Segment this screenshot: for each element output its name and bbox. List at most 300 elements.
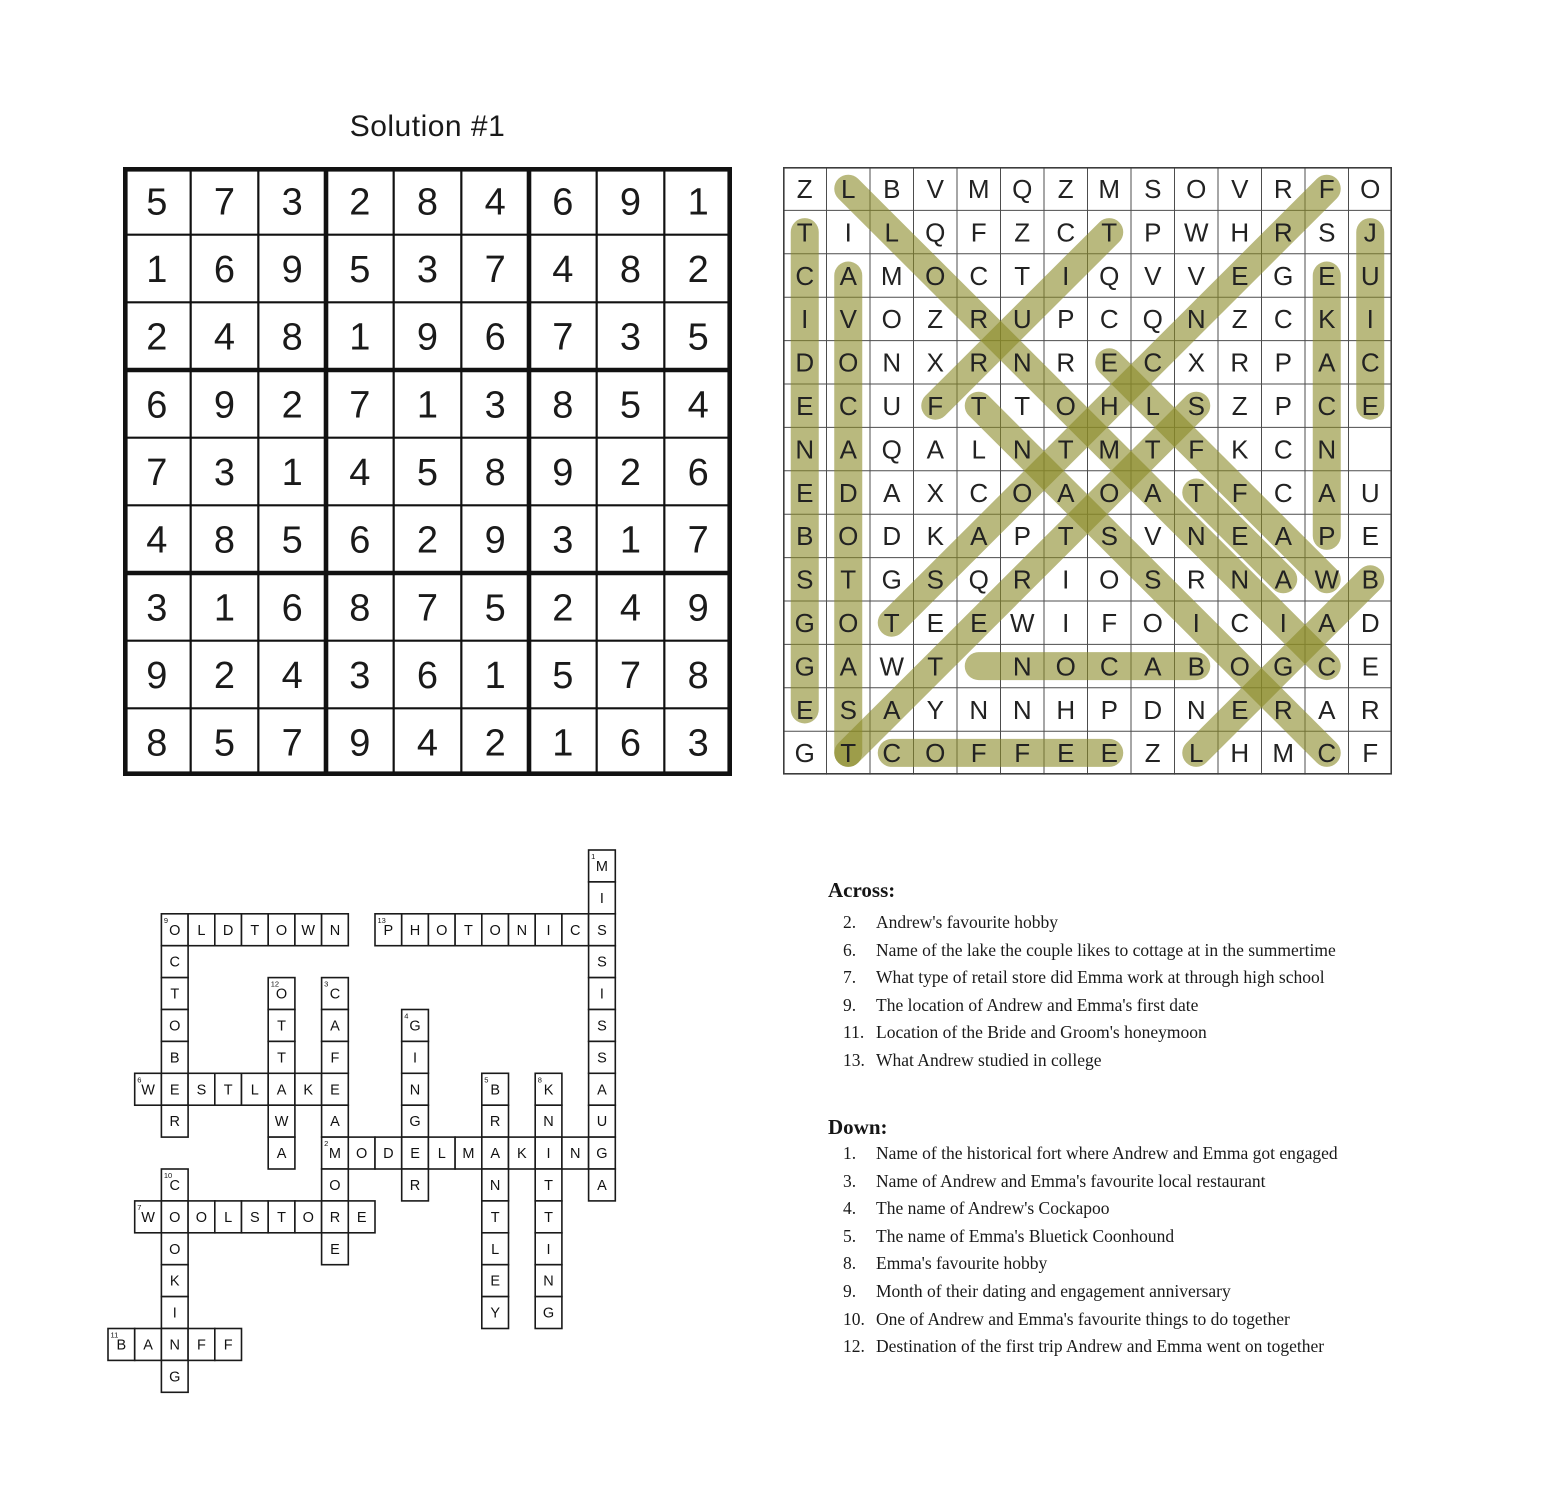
clue-text: Andrew's favourite hobby xyxy=(876,912,1058,932)
crossword-letter: I xyxy=(413,1050,418,1067)
sudoku-cell-value: 3 xyxy=(416,249,439,291)
crossword-letter: S xyxy=(250,1209,260,1226)
ws-letter: T xyxy=(1057,434,1074,465)
sudoku-cell-value: 7 xyxy=(484,249,506,291)
down-heading: Down: xyxy=(828,1115,888,1139)
clue-number: 11. xyxy=(843,1022,865,1043)
ws-letter: O xyxy=(925,738,946,769)
ws-letter: E xyxy=(1231,694,1249,725)
sudoku-cell-value: 6 xyxy=(349,519,371,562)
crossword-letter: O xyxy=(275,922,288,939)
ws-letter: Y xyxy=(926,694,944,725)
sudoku-cell-value: 7 xyxy=(687,519,709,562)
crossword-letter: G xyxy=(596,1146,608,1163)
ws-letter: R xyxy=(1230,347,1250,378)
ws-letter: L xyxy=(884,217,899,248)
ws-letter: A xyxy=(1318,608,1336,638)
crossword-letter: B xyxy=(490,1082,500,1099)
ws-letter: B xyxy=(1361,564,1379,595)
crossword-letter: A xyxy=(597,1177,607,1194)
ws-letter: F xyxy=(1362,738,1379,769)
ws-letter: B xyxy=(1187,651,1205,682)
ws-letter: I xyxy=(844,217,852,248)
sudoku-cell-value: 8 xyxy=(484,452,506,494)
ws-letter: U xyxy=(1360,477,1380,508)
clue-item xyxy=(843,1278,1503,1306)
ws-letter: O xyxy=(838,521,859,552)
ws-letter: P xyxy=(1318,521,1336,552)
ws-letter: R xyxy=(1056,347,1076,378)
ws-letter: C xyxy=(969,477,989,508)
ws-letter: C xyxy=(1317,651,1337,682)
ws-letter: U xyxy=(1012,304,1032,335)
ws-letter: O xyxy=(838,347,859,378)
sudoku-cell-value: 3 xyxy=(687,722,709,765)
ws-letter: F xyxy=(927,391,944,421)
ws-letter: C xyxy=(1360,347,1380,378)
crossword-letter: O xyxy=(169,1241,181,1258)
sudoku-cell-value: 2 xyxy=(213,655,236,697)
crossword-letter: O xyxy=(436,922,448,939)
crossword-number: 2 xyxy=(324,1139,329,1149)
crossword-letter: L xyxy=(491,1241,500,1258)
clue-item xyxy=(843,909,1503,937)
ws-letter: K xyxy=(1318,304,1336,335)
sudoku-cell-value: 4 xyxy=(146,519,168,562)
crossword-letter: N xyxy=(543,1114,554,1131)
crossword-letter: N xyxy=(516,922,528,939)
ws-letter: G xyxy=(794,651,815,682)
ws-letter: S xyxy=(1318,217,1336,248)
ws-letter: C xyxy=(1317,738,1337,769)
ws-letter: A xyxy=(1144,651,1162,682)
ws-letter: C xyxy=(1230,608,1250,638)
sudoku-cell-value: 1 xyxy=(484,655,506,697)
sudoku-cell-value: 9 xyxy=(619,181,642,224)
sudoku-cell-value: 9 xyxy=(416,316,439,359)
crossword-letter: K xyxy=(303,1082,314,1099)
ws-letter: E xyxy=(1231,260,1249,291)
ws-letter: N xyxy=(1317,434,1337,465)
ws-letter: R xyxy=(1012,564,1032,595)
crossword-letter: R xyxy=(169,1114,180,1131)
sudoku-cell-value: 7 xyxy=(281,722,303,765)
ws-letter: N xyxy=(1186,521,1206,552)
crossword-letter: K xyxy=(543,1082,554,1099)
ws-letter: N xyxy=(795,434,815,465)
crossword-letter: T xyxy=(170,986,180,1003)
ws-letter: B xyxy=(796,521,814,552)
crossword-letter: R xyxy=(329,1209,341,1226)
ws-letter: Z xyxy=(1014,217,1031,248)
ws-letter: W xyxy=(1009,608,1035,638)
ws-letter: B xyxy=(883,174,901,204)
crossword-letter: A xyxy=(143,1337,153,1354)
ws-letter: P xyxy=(1144,217,1162,248)
ws-letter: N xyxy=(1186,304,1206,335)
ws-letter: O xyxy=(1360,174,1381,204)
crossword-letter: T xyxy=(223,1082,233,1099)
sudoku-cell-value: 1 xyxy=(146,249,168,291)
sudoku-cell-value: 5 xyxy=(416,452,439,494)
clue-item xyxy=(843,1168,1503,1196)
ws-letter: I xyxy=(801,304,809,335)
ws-letter: R xyxy=(969,304,989,335)
ws-letter: Q xyxy=(1142,304,1163,335)
ws-letter: T xyxy=(1014,260,1031,291)
ws-letter: A xyxy=(839,651,857,682)
crossword-letter: N xyxy=(169,1337,180,1354)
ws-letter: F xyxy=(1188,434,1205,465)
ws-letter: W xyxy=(1314,564,1340,595)
ws-letter: O xyxy=(1055,391,1076,421)
sudoku-cell-value: 5 xyxy=(552,655,574,697)
crossword-letter: I xyxy=(546,1241,551,1258)
sudoku-cell-value: 9 xyxy=(687,587,709,630)
across-clue-list xyxy=(843,909,1503,1075)
crossword-letter: G xyxy=(542,1305,555,1322)
crossword-letter: Y xyxy=(490,1305,500,1322)
crossword-letter: A xyxy=(330,1114,340,1131)
sudoku-cell-value: 5 xyxy=(146,181,168,224)
ws-letter: C xyxy=(969,260,989,291)
ws-letter: T xyxy=(1057,521,1074,552)
ws-letter: L xyxy=(841,174,856,204)
sudoku-cell-value: 2 xyxy=(687,249,709,291)
crossword-letter: W xyxy=(141,1209,155,1226)
ws-letter: A xyxy=(970,521,988,552)
sudoku-cell-value: 1 xyxy=(687,181,709,224)
ws-letter: O xyxy=(838,608,859,638)
clue-number: 10. xyxy=(843,1308,865,1329)
ws-letter: S xyxy=(839,694,857,725)
crossword-letter: W xyxy=(274,1114,289,1131)
crossword-letter: E xyxy=(410,1146,420,1163)
sudoku-cell-value: 1 xyxy=(552,722,574,765)
crossword-letter: B xyxy=(169,1050,180,1067)
ws-letter: O xyxy=(1099,564,1120,595)
ws-letter: L xyxy=(1189,738,1204,769)
crossword-letter: R xyxy=(409,1177,421,1194)
ws-letter: H xyxy=(1099,391,1119,421)
crossword-letter: T xyxy=(277,1050,286,1067)
sudoku-cell-value: 7 xyxy=(552,316,574,359)
sudoku-cell-value: 2 xyxy=(146,316,168,359)
crossword-letter: S xyxy=(196,1082,207,1099)
crossword-letter: A xyxy=(490,1146,500,1163)
ws-letter: A xyxy=(839,434,857,465)
ws-letter: F xyxy=(1101,608,1118,638)
ws-letter: D xyxy=(795,347,815,378)
crossword-letter: A xyxy=(330,1018,340,1035)
ws-letter: M xyxy=(880,260,903,291)
ws-letter: P xyxy=(1100,694,1118,725)
sudoku-cell-value: 6 xyxy=(213,249,236,291)
sudoku-cell-value: 6 xyxy=(619,722,642,765)
ws-letter: J xyxy=(1363,217,1377,248)
sudoku-cell-value: 3 xyxy=(281,181,303,224)
clue-number: 12. xyxy=(843,1336,865,1357)
crossword-letter: M xyxy=(462,1146,475,1163)
ws-letter: C xyxy=(838,391,858,421)
ws-letter: E xyxy=(970,608,988,638)
ws-letter: A xyxy=(1057,477,1075,508)
ws-letter: T xyxy=(1144,434,1161,465)
ws-letter: S xyxy=(796,564,814,595)
ws-letter: N xyxy=(969,694,989,725)
clue-item xyxy=(843,1333,1503,1361)
sudoku-cell-value: 7 xyxy=(349,384,371,427)
crossword-letter: E xyxy=(490,1273,500,1290)
ws-letter: T xyxy=(1188,477,1205,508)
ws-letter: C xyxy=(882,738,902,769)
ws-letter: T xyxy=(970,391,987,421)
crossword-letter: S xyxy=(597,922,607,939)
crossword-letter: F xyxy=(223,1337,233,1354)
ws-letter: E xyxy=(926,608,944,638)
ws-letter: P xyxy=(1057,304,1075,335)
sudoku-cell-value: 8 xyxy=(619,249,642,291)
crossword-letter: R xyxy=(489,1114,501,1131)
sudoku-cell-value: 9 xyxy=(146,655,168,697)
crossword-letter: L xyxy=(224,1209,233,1226)
ws-letter: Z xyxy=(1231,304,1248,335)
crossword-number: 10 xyxy=(163,1171,173,1180)
sudoku-cell-value: 4 xyxy=(552,249,574,291)
ws-letter: O xyxy=(881,304,902,335)
ws-letter: U xyxy=(882,391,902,421)
sudoku-cell-value: 8 xyxy=(146,722,168,765)
clue-text: What Andrew studied in college xyxy=(876,1049,1102,1070)
ws-letter: C xyxy=(795,260,815,291)
ws-letter: G xyxy=(881,564,902,595)
ws-letter: W xyxy=(879,651,905,682)
sudoku-cell-value: 2 xyxy=(349,181,371,224)
ws-letter: F xyxy=(1014,738,1031,769)
ws-letter: V xyxy=(1144,521,1162,552)
ws-letter: M xyxy=(1098,174,1121,204)
sudoku-cell-value: 1 xyxy=(416,384,439,427)
ws-letter: D xyxy=(1360,608,1380,638)
clue-text: Location of the Bride and Groom's honeymoon xyxy=(876,1022,1207,1043)
sudoku-cell-value: 4 xyxy=(619,587,642,630)
sudoku-cell-value: 3 xyxy=(349,655,371,697)
clue-item xyxy=(843,937,1503,965)
sudoku-cell-value: 1 xyxy=(619,519,642,562)
down-clue-list xyxy=(843,1140,1503,1361)
ws-letter: A xyxy=(839,260,857,291)
clue-text: Name of Andrew and Emma's favourite local restaurant xyxy=(876,1170,1266,1191)
clue-text: Destination of the first trip Andrew and Emma went on together xyxy=(876,1336,1325,1357)
crossword-letter: P xyxy=(383,922,394,939)
sudoku-cell-value: 4 xyxy=(687,384,709,427)
ws-letter: E xyxy=(796,694,814,725)
sudoku-cell-value: 8 xyxy=(213,519,236,562)
ws-letter: T xyxy=(1101,217,1118,248)
clue-number: 4. xyxy=(843,1198,857,1219)
sudoku-cell-value: 3 xyxy=(484,384,506,427)
ws-letter: X xyxy=(926,347,944,378)
clue-item xyxy=(843,1306,1503,1334)
sudoku-cell-value: 5 xyxy=(349,249,371,291)
ws-letter: E xyxy=(1361,391,1379,421)
clue-number: 5. xyxy=(843,1225,857,1246)
crossword-number: 13 xyxy=(377,915,386,925)
clue-number: 9. xyxy=(843,1280,857,1301)
crossword-letter: O xyxy=(329,1177,341,1194)
ws-letter: D xyxy=(838,477,858,508)
ws-letter: G xyxy=(1273,260,1294,291)
crossword-letter: N xyxy=(489,1177,501,1194)
ws-letter: C xyxy=(1056,217,1076,248)
ws-letter: V xyxy=(1144,260,1162,291)
ws-letter: Q xyxy=(881,434,902,465)
ws-letter: C xyxy=(1143,347,1163,378)
ws-letter: N xyxy=(1012,434,1032,465)
sudoku-cell-value: 5 xyxy=(281,519,303,562)
crossword-letter: O xyxy=(169,1018,181,1035)
ws-letter: G xyxy=(794,608,815,638)
sudoku-grid xyxy=(123,167,732,776)
sudoku-cell-value: 4 xyxy=(484,181,506,224)
ws-letter: N xyxy=(1012,347,1032,378)
ws-letter: I xyxy=(1366,304,1374,335)
clue-number: 8. xyxy=(843,1253,857,1274)
sudoku-cell-value: 8 xyxy=(281,316,303,359)
ws-letter: Q xyxy=(1099,260,1120,291)
crossword-letter: M xyxy=(595,858,608,875)
sudoku-cell-value: 8 xyxy=(416,181,439,224)
clue-number: 13. xyxy=(843,1049,865,1070)
crossword-letter: T xyxy=(250,922,260,939)
crossword-letter: S xyxy=(597,1018,607,1035)
sudoku-cell-value: 7 xyxy=(213,181,236,224)
sudoku-cell-value: 2 xyxy=(416,519,439,562)
crossword-letter: B xyxy=(116,1337,127,1354)
ws-letter: T xyxy=(1014,391,1031,421)
crossword-number: 6 xyxy=(137,1075,142,1085)
ws-letter: Z xyxy=(1057,174,1074,204)
crossword-letter: F xyxy=(197,1337,206,1354)
ws-letter: N xyxy=(1186,694,1206,725)
ws-letter: C xyxy=(1317,391,1337,421)
ws-letter: A xyxy=(1144,477,1162,508)
crossword-letter: U xyxy=(596,1114,608,1131)
sudoku-cell-value: 9 xyxy=(552,452,574,494)
crossword-letter: S xyxy=(597,1050,607,1067)
ws-letter: K xyxy=(926,521,944,552)
sudoku-cell-value: 8 xyxy=(349,587,371,630)
sudoku-cell-value: 6 xyxy=(687,452,709,494)
ws-letter: S xyxy=(1100,521,1118,552)
ws-letter: V xyxy=(926,174,944,204)
ws-letter: R xyxy=(1360,694,1380,725)
ws-letter: X xyxy=(926,477,944,508)
sudoku-cell-value: 6 xyxy=(281,587,303,630)
ws-letter: T xyxy=(840,738,857,769)
crossword-letter: G xyxy=(409,1018,421,1035)
crossword-letter: T xyxy=(490,1209,500,1226)
ws-letter: D xyxy=(1143,694,1163,725)
crossword-letter: A xyxy=(276,1146,287,1163)
crossword-letter: E xyxy=(330,1241,340,1258)
ws-letter: A xyxy=(926,434,944,465)
ws-letter: E xyxy=(1100,738,1118,769)
ws-letter: K xyxy=(1231,434,1249,465)
ws-letter: E xyxy=(1361,521,1379,552)
sudoku-cell-value: 3 xyxy=(213,452,236,494)
clue-text: What type of retail store did Emma work at through high school xyxy=(876,967,1325,988)
ws-letter: D xyxy=(882,521,902,552)
sudoku-cell-value: 2 xyxy=(552,587,574,630)
ws-letter: E xyxy=(796,477,814,508)
crossword-number: 11 xyxy=(110,1330,119,1340)
crossword-letter: L xyxy=(437,1146,446,1163)
ws-letter: H xyxy=(1230,217,1250,248)
sudoku-cell-value: 7 xyxy=(619,655,642,697)
ws-letter: O xyxy=(1055,651,1076,682)
ws-letter: I xyxy=(1279,608,1287,638)
sudoku-cell-value: 3 xyxy=(619,316,642,359)
ws-letter: E xyxy=(1318,260,1336,291)
sudoku-cell-value: 1 xyxy=(349,316,371,359)
sudoku-cell-value: 9 xyxy=(281,249,303,291)
sudoku-cell-value: 4 xyxy=(213,316,236,359)
ws-letter: A xyxy=(1318,477,1336,508)
clue-number: 2. xyxy=(843,912,857,932)
sudoku-cell-value: 8 xyxy=(552,384,574,427)
clue-number: 1. xyxy=(843,1143,857,1163)
sudoku-cell-value: 7 xyxy=(146,452,168,494)
sudoku-cell-value: 6 xyxy=(484,316,506,359)
crossword-letter: G xyxy=(409,1114,421,1131)
ws-letter: I xyxy=(1192,608,1200,638)
crossword-letter: E xyxy=(169,1082,180,1099)
crossword-letter: O xyxy=(356,1146,368,1163)
crossword-number: 4 xyxy=(404,1011,409,1021)
ws-letter: C xyxy=(1273,477,1293,508)
clue-item xyxy=(843,1223,1503,1251)
crossword-letter: H xyxy=(409,922,421,939)
ws-letter: O xyxy=(1186,174,1207,204)
crossword-letter: O xyxy=(489,922,501,939)
crossword-letter: I xyxy=(599,890,604,907)
ws-letter: T xyxy=(883,608,900,638)
sudoku-cell-value: 7 xyxy=(416,587,439,630)
ws-letter: E xyxy=(1361,651,1379,682)
sudoku-cell-value: 3 xyxy=(552,519,574,562)
clue-text: Name of the lake the couple likes to cottage at in the summertime xyxy=(876,939,1336,960)
crossword-number: 9 xyxy=(163,915,169,925)
sudoku-cell-value: 2 xyxy=(484,722,506,765)
crossword-letter: T xyxy=(277,1018,286,1035)
ws-letter: G xyxy=(1273,651,1294,682)
ws-letter: M xyxy=(1272,738,1295,769)
sudoku-cell-value: 9 xyxy=(484,519,506,562)
sudoku-cell-value: 5 xyxy=(619,384,642,427)
ws-letter: M xyxy=(1098,434,1121,465)
ws-letter: Q xyxy=(925,217,946,248)
ws-letter: C xyxy=(1099,651,1119,682)
sudoku-cell-value: 6 xyxy=(146,384,168,427)
ws-letter: R xyxy=(1273,694,1293,725)
ws-letter: F xyxy=(1231,477,1248,508)
ws-letter: H xyxy=(1230,738,1250,769)
ws-letter: A xyxy=(883,477,901,508)
ws-letter: U xyxy=(1360,260,1380,291)
ws-letter: A xyxy=(1318,347,1336,378)
ws-letter: T xyxy=(796,217,813,248)
